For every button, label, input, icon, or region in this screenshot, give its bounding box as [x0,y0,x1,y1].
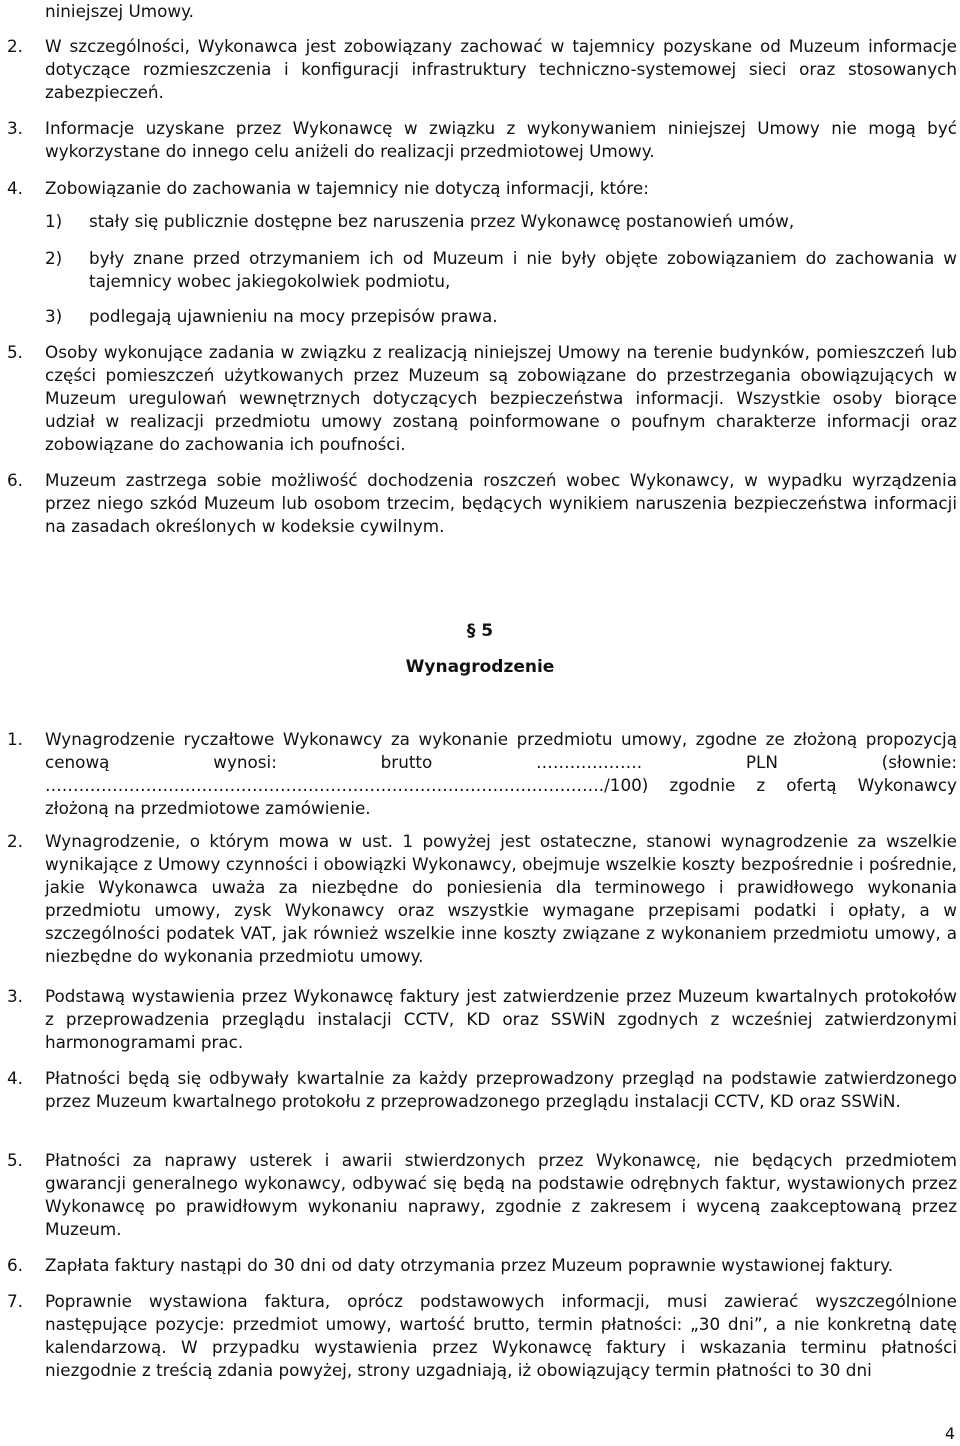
list-item-5 [0,341,957,456]
section-title: Wynagrodzenie [405,657,555,677]
item-text: Wynagrodzenie ryczałtowe Wykonawcy za wykonanie przedmiotu umowy, zgodne ze złożoną propozycją cenową wynosi: brutto ………………. PLN (słownie: ………………………………………………………………………………………./100) zgodnie z ofertą Wykonawcy złożoną na przedmiotowe zamówienie. [45,729,957,818]
list-item-4 [0,1067,957,1113]
list-item-7 [0,1290,957,1382]
sublist-item-1 [0,210,957,233]
list-item-3 [0,117,957,163]
list-item-4 [0,177,957,200]
item-number: 5. [7,342,24,362]
item-number: 3. [7,118,24,138]
item-number: 6. [7,470,24,490]
subitem-number: 3) [45,306,63,326]
item-text: Płatności za naprawy usterek i awarii stwierdzonych przez Wykonawcę, nie będących przedmiotem gwarancji generalnego wykonawcy, odbywać się będą na podstawie odrębnych faktur, wystawionych przez Wykonawcę po prawidłowym wykonaniu naprawy, zgodnie z zakresem i wyceną zaakceptowaną przez Muzeum. [45,1150,957,1239]
item-number: 6. [7,1255,24,1275]
list-item-1 [0,728,957,820]
item-text: Wynagrodzenie, o którym mowa w ust. 1 powyżej jest ostateczne, stanowi wynagrodzenie za wszelkie wynikające z Umowy czynności i obowiązki Wykonawcy, obejmuje wszelkie koszty bezpośrednie i pośrednie, jakie Wykonawca uważa za niezbędne do poniesienia dla terminowego i prawidłowego wykonania przedmiotu umowy, zysk Wykonawcy oraz wszystkie wymagane przepisami podatki i opłaty, a w szczególności podatek VAT, jak również wszelkie inne koszty związane z wykonaniem przedmiotu umowy, a niezbędne do wykonania przedmiotu umowy. [45,831,957,966]
sublist-item-2 [0,247,957,293]
subitem-text: były znane przed otrzymaniem ich od Muzeum i nie były objęte zobowiązaniem do zachowania w tajemnicy wobec jakiegokolwiek podmiotu, [89,248,957,291]
item-text: Poprawnie wystawiona faktura, oprócz podstawowych informacji, musi zawierać wyszczególnione następujące pozycje: przedmiot umowy, wartość brutto, termin płatności: „30 dni”, a nie konkretną datę kalendarzową. W przypadku wystawienia przez Wykonawcę faktury i wskazania terminu płatności niezgodnie z treścią zdania powyżej, strony uzgadniają, iż obowiązujący termin płatności to 30 dni [45,1291,957,1380]
subitem-text: podlegają ujawnieniu na mocy przepisów prawa. [89,306,498,326]
item-text: W szczególności, Wykonawca jest zobowiązany zachować w tajemnicy pozyskane od Muzeum informacje dotyczące rozmieszczenia i konfiguracji infrastruktury techniczno-systemowej sieci oraz stosowanych zabezpieczeń. [45,36,957,102]
item-text: Zapłata faktury nastąpi do 30 dni od daty otrzymania przez Muzeum poprawnie wystawionej faktury. [45,1255,894,1275]
item-number: 7. [7,1291,24,1311]
item-number: 1. [7,729,24,749]
subitem-number: 2) [45,248,63,268]
item-text: Informacje uzyskane przez Wykonawcę w związku z wykonywaniem niniejszej Umowy nie mogą być wykorzystane do innego celu aniżeli do realizacji przedmiotowej Umowy. [45,118,957,161]
list-item-2 [0,35,957,104]
list-item-6 [0,1254,957,1277]
list-item-5 [0,1149,957,1241]
item-number: 3. [7,986,24,1006]
item-number: 5. [7,1150,24,1170]
list-item-2 [0,830,957,968]
page-number: 4 [944,1424,955,1443]
item-text: Muzeum zastrzega sobie możliwość dochodzenia roszczeń wobec Wykonawcy, w wypadku wyrządzenia przez niego szkód Muzeum lub osobom trzecim, będących wynikiem naruszenia bezpieczeństwa informacji na zasadach określonych w kodeksie cywilnym. [45,470,957,536]
intro-text: niniejszej Umowy. [45,1,194,21]
section-number: § 5 [466,621,494,641]
subitem-number: 1) [45,211,63,231]
item-number: 2. [7,36,24,56]
list-item-3 [0,985,957,1054]
item-number: 2. [7,831,24,851]
item-text: Podstawą wystawienia przez Wykonawcę faktury jest zatwierdzenie przez Muzeum kwartalnych protokołów z przeprowadzenia przeglądu instalacji CCTV, KD oraz SSWiN zgodnych z wcześniej zatwierdzonymi harmonogramami prac. [45,986,957,1052]
item-number: 4. [7,1068,24,1088]
item-text: Osoby wykonujące zadania w związku z realizacją niniejszej Umowy na terenie budynków, pomieszczeń lub części pomieszczeń użytkowanych przez Muzeum są zobowiązane do przestrzegania obowiązujących w Muzeum uregulowań wewnętrznych dotyczących bezpieczeństwa informacji. Wszystkie osoby biorące udział w realizacji przedmiotu umowy zostaną poinformowane o poufnym charakterze informacji oraz zobowiązane do zachowania ich poufności. [45,342,957,454]
list-item-6 [0,469,957,538]
subitem-text: stały się publicznie dostępne bez naruszenia przez Wykonawcę postanowień umów, [89,211,795,231]
sublist-item-3 [0,305,957,328]
item-number: 4. [7,178,24,198]
item-text: Zobowiązanie do zachowania w tajemnicy nie dotyczą informacji, które: [45,178,649,198]
item-text: Płatności będą się odbywały kwartalnie za każdy przeprowadzony przegląd na podstawie zatwierdzonego przez Muzeum kwartalnego protokołu z przeprowadzonego przeglądu instalacji CCTV, KD oraz SSWiN. [45,1068,957,1111]
